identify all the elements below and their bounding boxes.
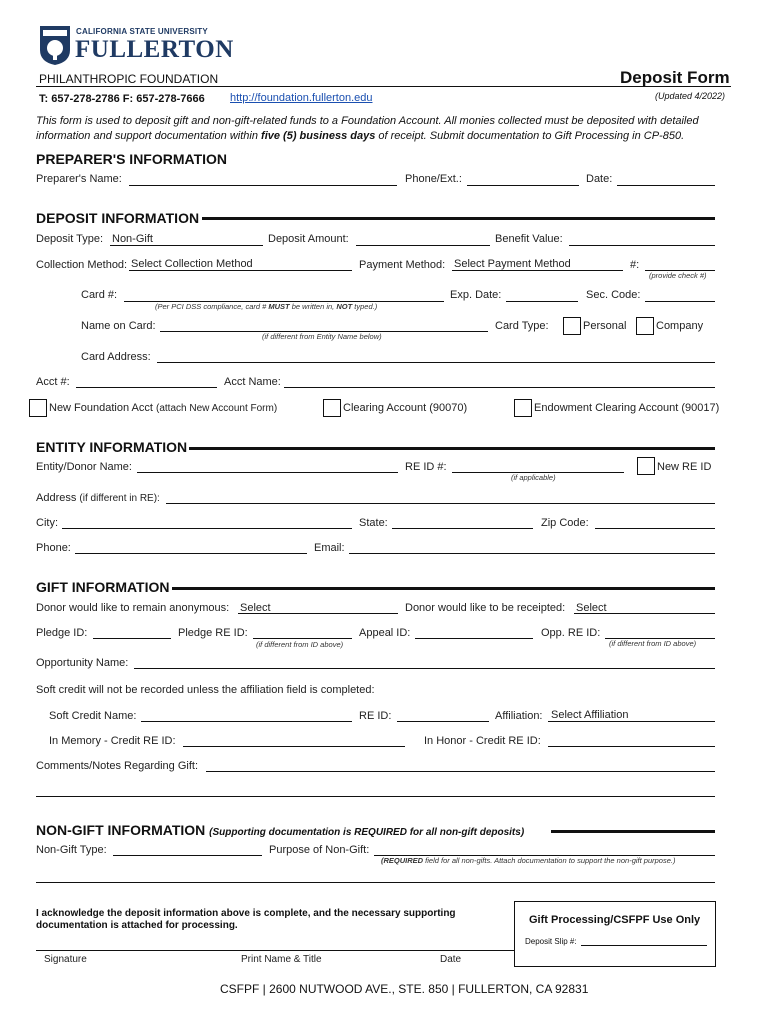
personal-checkbox[interactable] bbox=[563, 317, 581, 335]
benefit-value-field[interactable] bbox=[569, 245, 715, 246]
phone-field[interactable] bbox=[75, 553, 307, 554]
pledge-id-label: Pledge ID: bbox=[36, 627, 88, 639]
pledge-re-id-field[interactable] bbox=[253, 638, 352, 639]
sec-code-field[interactable] bbox=[645, 301, 715, 302]
check-number-note: (provide check #) bbox=[649, 271, 707, 280]
nongift-heading: NON-GIFT INFORMATION (Supporting documentation is REQUIRED for all non-gift deposits) bbox=[36, 822, 525, 838]
re-id-note: (if applicable) bbox=[511, 473, 556, 482]
preparer-phone-field[interactable] bbox=[467, 185, 579, 186]
company-label: Company bbox=[656, 320, 704, 332]
name-on-card-note: (if different from Entity Name below) bbox=[262, 332, 382, 341]
nongift-required-note: (REQUIRED field for all non-gifts. Attach documentation to support the non-gift purpose.) bbox=[381, 856, 676, 865]
address-label: Address (if different in RE): bbox=[36, 492, 160, 504]
company-checkbox[interactable] bbox=[636, 317, 654, 335]
opp-re-id-note: (if different from ID above) bbox=[609, 639, 697, 648]
date-label: Date bbox=[440, 954, 462, 965]
deposit-type-select[interactable]: Non-Gift bbox=[112, 233, 153, 245]
deposit-heading-rule bbox=[202, 217, 715, 220]
email-field[interactable] bbox=[349, 553, 715, 554]
acct-name-label: Acct Name: bbox=[224, 376, 281, 388]
anonymous-label: Donor would like to remain anonymous: bbox=[36, 602, 230, 614]
receipted-select[interactable]: Select bbox=[576, 602, 607, 614]
use-only-box bbox=[514, 901, 716, 967]
in-memory-field[interactable] bbox=[183, 746, 405, 747]
zip-label: Zip Code: bbox=[541, 517, 589, 529]
foundation-link[interactable]: http://foundation.fullerton.edu bbox=[230, 92, 373, 104]
address-field[interactable] bbox=[166, 503, 715, 504]
footer-address: CSFPF | 2600 NUTWOOD AVE., STE. 850 | FULLERTON, CA 92831 bbox=[220, 982, 589, 996]
intro-text-2: of receipt. Submit documentation to Gift Processing in CP-850. bbox=[375, 130, 685, 142]
new-re-id-checkbox[interactable] bbox=[637, 457, 655, 475]
deposit-heading: DEPOSIT INFORMATION bbox=[36, 210, 200, 226]
exp-date-label: Exp. Date: bbox=[450, 289, 502, 301]
acct-name-field[interactable] bbox=[284, 387, 715, 388]
state-field[interactable] bbox=[392, 528, 533, 529]
clearing-account-label: Clearing Account (90070) bbox=[343, 402, 468, 414]
pledge-id-field[interactable] bbox=[93, 638, 171, 639]
acct-number-field[interactable] bbox=[76, 387, 217, 388]
entity-heading-rule bbox=[189, 447, 715, 450]
deposit-slip-field[interactable] bbox=[581, 945, 707, 946]
collection-method-field bbox=[129, 270, 352, 271]
re-id-label: RE ID #: bbox=[405, 461, 447, 473]
preparer-heading: PREPARER'S INFORMATION bbox=[36, 151, 228, 167]
nongift-purpose-label: Purpose of Non-Gift: bbox=[269, 844, 370, 856]
acct-number-label: Acct #: bbox=[36, 376, 70, 388]
preparer-date-label: Date: bbox=[586, 173, 613, 185]
intro-paragraph bbox=[36, 114, 736, 144]
card-number-label: Card #: bbox=[81, 289, 118, 301]
endowment-clearing-checkbox[interactable] bbox=[514, 399, 532, 417]
print-name-label: Print Name & Title bbox=[241, 954, 322, 965]
affiliation-field bbox=[548, 721, 715, 722]
affiliation-select[interactable]: Select Affiliation bbox=[551, 709, 629, 721]
collection-method-label: Collection Method: bbox=[36, 259, 128, 271]
collection-method-select[interactable]: Select Collection Method bbox=[131, 258, 253, 270]
soft-credit-note: Soft credit will not be recorded unless the affiliation field is completed: bbox=[36, 684, 375, 696]
opportunity-name-label: Opportunity Name: bbox=[36, 657, 129, 669]
anonymous-select[interactable]: Select bbox=[240, 602, 271, 614]
payment-method-label: Payment Method: bbox=[359, 259, 446, 271]
university-seal-icon bbox=[38, 24, 72, 66]
receipted-label: Donor would like to be receipted: bbox=[405, 602, 566, 614]
new-acct-label: New Foundation Acct (attach New Account Form) bbox=[49, 402, 278, 414]
pledge-re-id-note: (if different from ID above) bbox=[256, 640, 344, 649]
entity-heading: ENTITY INFORMATION bbox=[36, 439, 188, 455]
acknowledgement-text: I acknowledge the deposit information above is complete, and the necessary supporting documentation is attached for processing. bbox=[36, 908, 456, 931]
city-label: City: bbox=[36, 517, 58, 529]
zip-field[interactable] bbox=[595, 528, 715, 529]
form-title: Deposit Form bbox=[620, 68, 730, 87]
new-acct-checkbox[interactable] bbox=[29, 399, 47, 417]
email-label: Email: bbox=[314, 542, 345, 554]
soft-credit-name-label: Soft Credit Name: bbox=[49, 710, 137, 722]
comments-field-2[interactable] bbox=[36, 796, 715, 797]
nongift-type-field[interactable] bbox=[113, 855, 262, 856]
gift-heading-rule bbox=[172, 587, 715, 590]
soft-credit-re-id-label: RE ID: bbox=[359, 710, 392, 722]
logo-campus: FULLERTON bbox=[75, 36, 234, 63]
nongift-purpose-field-2[interactable] bbox=[36, 882, 715, 883]
card-type-label: Card Type: bbox=[495, 320, 549, 332]
donor-name-label: Entity/Donor Name: bbox=[36, 461, 132, 473]
appeal-id-field[interactable] bbox=[415, 638, 533, 639]
payment-method-field bbox=[452, 270, 623, 271]
card-number-note: (Per PCI DSS compliance, card # MUST be written in, NOT typed.) bbox=[155, 302, 378, 311]
soft-credit-re-id-field[interactable] bbox=[397, 721, 489, 722]
nongift-heading-rule bbox=[551, 830, 715, 833]
deposit-slip-label: Deposit Slip #: bbox=[525, 937, 577, 946]
clearing-account-checkbox[interactable] bbox=[323, 399, 341, 417]
deposit-type-field bbox=[110, 245, 263, 246]
deposit-type-label: Deposit Type: bbox=[36, 233, 104, 245]
csuf-logo bbox=[38, 22, 234, 70]
card-address-label: Card Address: bbox=[81, 351, 151, 363]
gift-heading: GIFT INFORMATION bbox=[36, 579, 170, 595]
logo-university: CALIFORNIA STATE UNIVERSITY bbox=[76, 27, 208, 36]
intro-text-1: This form is used to deposit gift and non-gift-related funds to a Foundation Account. All monies collected must be deposited with detailed information and support documentation within bbox=[36, 115, 699, 142]
appeal-id-label: Appeal ID: bbox=[359, 627, 411, 639]
anonymous-field bbox=[238, 613, 398, 614]
exp-date-field[interactable] bbox=[506, 301, 578, 302]
opportunity-name-field[interactable] bbox=[134, 668, 715, 669]
deposit-amount-field[interactable] bbox=[356, 245, 490, 246]
city-field[interactable] bbox=[62, 528, 352, 529]
signature-label: Signature bbox=[44, 954, 87, 965]
soft-credit-name-field[interactable] bbox=[141, 721, 352, 722]
new-re-id-label: New RE ID bbox=[657, 461, 712, 473]
payment-method-select[interactable]: Select Payment Method bbox=[454, 258, 571, 270]
name-on-card-label: Name on Card: bbox=[81, 320, 156, 332]
pledge-re-id-label: Pledge RE ID: bbox=[178, 627, 248, 639]
preparer-date-field[interactable] bbox=[617, 185, 715, 186]
phone-label: Phone: bbox=[36, 542, 71, 554]
benefit-value-label: Benefit Value: bbox=[495, 233, 563, 245]
in-honor-field[interactable] bbox=[548, 746, 715, 747]
preparer-name-label: Preparer's Name: bbox=[36, 173, 122, 185]
preparer-phone-label: Phone/Ext.: bbox=[405, 173, 462, 185]
header-rule bbox=[36, 86, 731, 87]
comments-field-1[interactable] bbox=[206, 771, 715, 772]
updated-date: (Updated 4/2022) bbox=[655, 91, 726, 101]
receipted-field bbox=[574, 613, 715, 614]
check-number-label: #: bbox=[630, 259, 640, 271]
signature-field[interactable] bbox=[36, 950, 514, 951]
intro-bold: five (5) business days bbox=[261, 130, 376, 142]
endowment-clearing-label: Endowment Clearing Account (90017) bbox=[534, 402, 720, 414]
in-honor-label: In Honor - Credit RE ID: bbox=[424, 735, 541, 747]
state-label: State: bbox=[359, 517, 388, 529]
sec-code-label: Sec. Code: bbox=[586, 289, 641, 301]
card-address-field[interactable] bbox=[157, 362, 715, 363]
preparer-name-field[interactable] bbox=[129, 185, 397, 186]
comments-label: Comments/Notes Regarding Gift: bbox=[36, 760, 199, 772]
nongift-type-label: Non-Gift Type: bbox=[36, 844, 107, 856]
contact-numbers: T: 657-278-2786 F: 657-278-7666 bbox=[39, 93, 205, 105]
personal-label: Personal bbox=[583, 320, 627, 332]
donor-name-field[interactable] bbox=[137, 472, 398, 473]
org-name: PHILANTHROPIC FOUNDATION bbox=[39, 72, 219, 86]
deposit-amount-label: Deposit Amount: bbox=[268, 233, 349, 245]
opp-re-id-label: Opp. RE ID: bbox=[541, 627, 601, 639]
in-memory-label: In Memory - Credit RE ID: bbox=[49, 735, 176, 747]
use-only-title: Gift Processing/CSFPF Use Only bbox=[529, 914, 701, 926]
affiliation-label: Affiliation: bbox=[495, 710, 543, 722]
